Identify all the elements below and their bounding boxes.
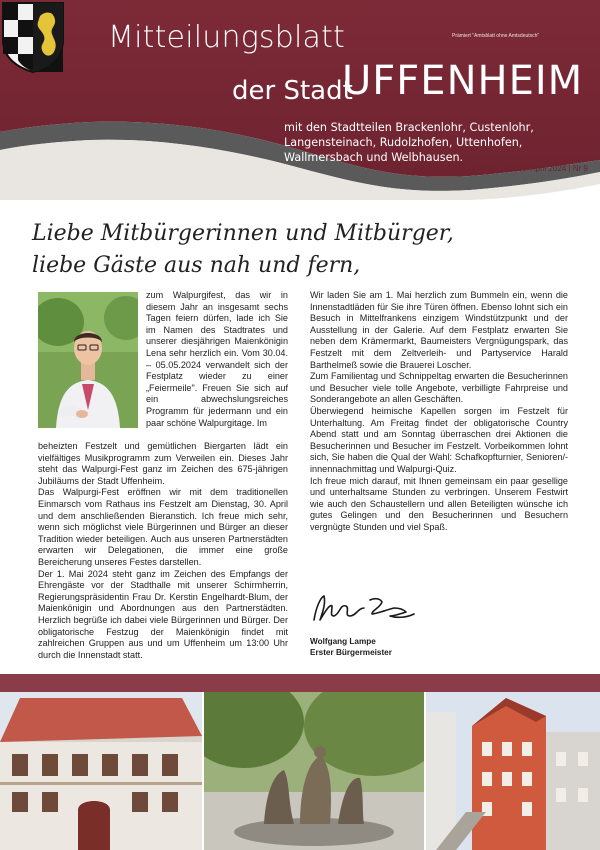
city-crest-icon	[0, 0, 66, 74]
letter-column-1-top	[146, 290, 288, 429]
masthead-title-prefix: der Stadt	[232, 76, 353, 106]
greeting-line-1: Liebe Mitbürgerinnen und Mitbürger,	[32, 221, 454, 246]
letter-paragraph: zum Walpurgifest, das wir in diesem Jahr an insgesamt sechs Tagen feiern dürfen, lade ich Sie im Namen des Stadtrates und unserer diesjährigen Maienkönigin Lena sehr herzlich ein. Vom 30.04. – 05.05.2024 verwandelt sich der Festplatz wieder zu einer „Feiermeile". Freuen Sie sich auf ein abwechslungsreiches Programm für jedermann und ein paar schöne Walpurgitage. Im	[146, 290, 288, 428]
letter-paragraph: Ich freue mich darauf, mit Ihnen gemeinsam ein paar gesellige und unterhaltsame Stunden zu verbringen. Unserem Festwirt wie auch den Schaustellern und allen Beteiligten wünsche ich gutes Gelingen und den Besucherinnen und Besuchern vergnügte Stunden und viel Spaß.	[310, 475, 568, 532]
masthead-tagline: Prämiert "Amtsblatt ohne Amtsdeutsch"	[452, 33, 540, 39]
letter-paragraph: Überwiegend heimische Kapellen sorgen im Festzelt für Unterhaltung. Am Freitag findet der obligatorische Country Abend statt und am Sonntag überraschen drei Aktionen die Besucherinnen und Besucher im Festzelt. Vorbeikommen lohnt sich, Sie haben die Qual der Wahl: Schafkopfturnier, Senioren/-innennachmittag und Walpurgi-Quiz.	[310, 405, 568, 474]
letter-column-1	[38, 441, 288, 661]
letter-paragraph: Zum Familientag und Schnippeltag erwarten die Besucherinnen und Besucher viele tolle Angebote, verbilligte Fahrpreise und Sonderangebote an allen Geschäften.	[310, 371, 568, 405]
signer-name: Wolfgang Lampe	[310, 637, 376, 646]
photo-strip	[0, 692, 600, 850]
masthead-title: Mitteilungsblatt	[108, 20, 346, 55]
photo-town-hall	[0, 692, 202, 850]
letter-paragraph: beheizten Festzelt und gemütlichen Biergarten lädt ein vielfältiges Musikprogramm zum Verweilen ein. Dieses Jahr steht das Walpurgi-Fest ganz im Zeichen des 675-jährigen Jubiläums der Stadt Uffenheim.	[38, 441, 288, 486]
signature-block	[310, 636, 392, 658]
mayor-signature	[310, 590, 420, 626]
masthead-city-name: UFFENHEIM	[342, 58, 584, 104]
letter-greeting	[32, 218, 454, 282]
mayor-portrait-photo	[38, 292, 138, 428]
photo-red-building	[426, 692, 600, 850]
fountain-sculpture-illustration	[204, 692, 424, 850]
photo-fountain-sculpture	[204, 692, 424, 850]
masthead-districts: mit den Stadtteilen Brackenlohr, Custenlohr, Langensteinach, Rudolzhofen, Uttenhofen, Wallmersbach und Welbhausen.	[284, 121, 534, 164]
issue-info: Jahrgang 2024 | Freitag, den 26. April 2024 | Nr 9	[412, 164, 588, 173]
mayor-portrait-illustration	[38, 292, 138, 428]
divider-band	[0, 674, 600, 692]
letter-paragraph: Wir laden Sie am 1. Mai herzlich zum Bummeln ein, wenn die Innenstadtläden für Sie ihre Türen öffnen. Ebenso lohnt sich ein Besuch in Mittelfrankens einzigem Windstützpunkt und der Ausstellung in der Galerie. Auf dem Festplatz erwarten Sie neben dem Krämermarkt, Baumeisters Vergnügungspark, das Festzelt mit dem Zeltverleih- und Partyservice Harald Barthelmeß sowie die Brauerei Loscher.	[310, 290, 568, 370]
town-hall-illustration	[0, 692, 202, 850]
letter-paragraph: Das Walpurgi-Fest eröffnen wir mit dem traditionellen Einmarsch vom Rathaus ins Festzelt am Dienstag, 30. April und dem anschließenden Bieranstich. Ich freue mich sehr, wenn sich möglichst viele Bürgerinnen und Bürger an dieser Tradition wieder beteiligen. Auch aus unseren Partnerstädten erwarten wir Delegationen, die immer eine große Bereicherung unseres Festes darstellen.	[38, 487, 288, 567]
greeting-line-2: liebe Gäste aus nah und fern,	[32, 253, 361, 278]
masthead	[0, 0, 600, 200]
signer-title: Erster Bürgermeister	[310, 648, 392, 657]
letter-paragraph: Der 1. Mai 2024 steht ganz im Zeichen des Empfangs der Ehrengäste vor der Stadthalle mit unserer Schirmherrin, Regierungspräsidentin Frau Dr. Kerstin Engelhardt-Blum, der Maienkönigin und Abordnungen aus den Partnerstädten. Herzlich begrüße ich dabei viele Bürgerinnen und Bürger. Der obligatorische Festzug der Maienkönigin findet mit zahlreichen Gruppen aus und um Uffenheim um 13:00 Uhr durch die Innenstadt statt.	[38, 568, 288, 660]
red-building-illustration	[426, 692, 600, 850]
letter-column-2	[310, 290, 568, 533]
